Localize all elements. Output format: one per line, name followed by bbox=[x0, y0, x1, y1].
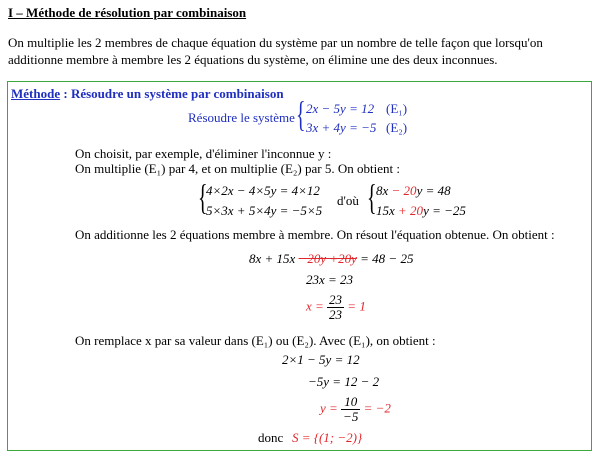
result-eq2 bbox=[376, 203, 466, 219]
result-eq1-c: y = 48 bbox=[416, 183, 451, 198]
sum-eq3-den: 23 bbox=[329, 307, 343, 322]
step2-line: On additionne les 2 équations membre à membre. On résout l'équation obtenue. On obtient : bbox=[75, 227, 555, 242]
result-brace: { bbox=[367, 177, 377, 217]
mult-brace: { bbox=[198, 177, 208, 217]
sum-eq1-cancel: −20y +20y bbox=[298, 251, 357, 266]
result-eq2-a: 15x bbox=[376, 203, 395, 218]
step3-line: On remplace x par sa valeur dans (E₁) ou (E₂). Avec (E₁), on obtient : bbox=[75, 333, 436, 348]
mult-eq1: 4×2x − 4×5y = 4×12 bbox=[206, 183, 320, 198]
system-eq2: 3x + 4y = −5 bbox=[306, 120, 377, 135]
subst-eq3-den: −5 bbox=[343, 409, 359, 424]
subst-eq3-lhs: y = bbox=[320, 400, 338, 416]
resoudre-label: Résoudre le système bbox=[188, 110, 295, 125]
system-brace: { bbox=[296, 94, 306, 134]
sum-eq3-fraction bbox=[327, 293, 344, 322]
sum-eq3-num: 23 bbox=[329, 292, 343, 307]
result-eq1-a: 8x bbox=[376, 183, 389, 198]
sum-eq1-a: 8x + 15x bbox=[249, 251, 299, 266]
method-sep: : bbox=[60, 86, 71, 101]
sum-eq3-rhs: = 1 bbox=[347, 298, 366, 314]
system-eq1: 2x − 5y = 12 bbox=[306, 101, 375, 116]
result-eq1-coef: − 20 bbox=[388, 183, 417, 198]
donc-label: donc bbox=[258, 430, 284, 445]
step1-line2: On multiplie (E₁) par 4, et on multiplie (E₂) par 5. On obtient : bbox=[75, 161, 400, 176]
system-eq2-tag: (E₂) bbox=[386, 120, 408, 135]
result-eq2-coef: + 20 bbox=[394, 203, 424, 218]
system-eq1-tag: (E₁) bbox=[386, 101, 408, 116]
result-eq1 bbox=[376, 183, 451, 199]
subst-eq3 bbox=[320, 395, 391, 424]
method-title: Résoudre un système par combinaison bbox=[70, 86, 284, 101]
method-heading bbox=[11, 86, 284, 102]
subst-eq3-num: 10 bbox=[341, 395, 360, 410]
subst-eq3-fraction bbox=[341, 395, 360, 424]
sum-eq1-c: = 48 − 25 bbox=[356, 251, 414, 266]
subst-eq1: 2×1 − 5y = 12 bbox=[282, 352, 360, 367]
sum-eq3-lhs: x = bbox=[306, 298, 324, 314]
method-label: Méthode bbox=[11, 86, 61, 101]
dou-label: d'où bbox=[337, 193, 359, 208]
subst-eq2: −5y = 12 − 2 bbox=[308, 374, 380, 389]
page-title: I – Méthode de résolution par combinaison bbox=[8, 5, 247, 20]
sum-eq3 bbox=[306, 293, 366, 322]
sum-eq1 bbox=[249, 251, 413, 267]
sum-eq2: 23x = 23 bbox=[306, 272, 354, 287]
result-eq2-c: y = −25 bbox=[423, 203, 466, 218]
intro-paragraph: On multiplie les 2 membres de chaque équation du système par un nombre de telle façon que lorsqu'on additionne membre à membre les 2 équations du système, on élimine une des deux inconnues. bbox=[8, 35, 543, 67]
subst-eq3-rhs: = −2 bbox=[363, 400, 391, 416]
mult-eq2: 5×3x + 5×4y = −5×5 bbox=[206, 203, 323, 218]
step1-line1: On choisit, par exemple, d'éliminer l'inconnue y : bbox=[75, 146, 332, 161]
solution-set: S = {(1; −2)} bbox=[292, 430, 363, 445]
